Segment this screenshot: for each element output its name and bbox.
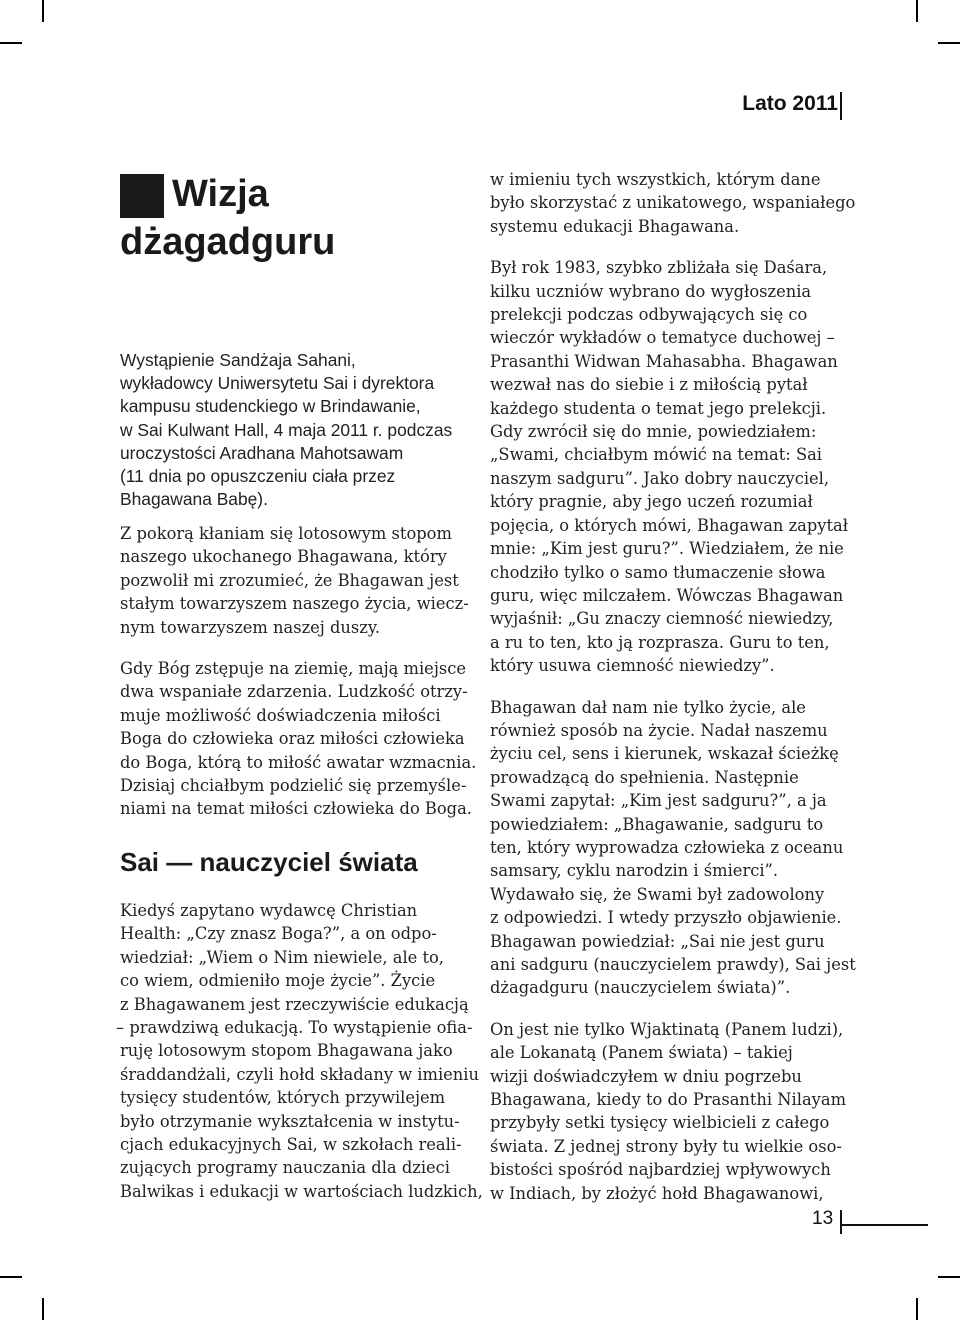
text-line: chodziło tylko o samo tłumaczenie słowa: [490, 562, 826, 582]
crop-mark: [916, 0, 918, 22]
text-line: przybyły setki tysięcy wielbicieli z całego: [490, 1113, 830, 1133]
left-column: [116, 522, 483, 1203]
paragraph: [116, 899, 483, 1203]
text-line: ani sadguru (nauczycielem prawdy), Sai jest: [490, 955, 856, 974]
text-line: a ru to ten, kto ją rozprasza. Guru to ten,: [490, 632, 830, 652]
text-line: systemu edukacji Bhagawana.: [490, 216, 740, 236]
text-line: kilku uczniów wybrano do wygłoszenia: [490, 281, 812, 301]
text-line: ale Lokanatą (Panem świata) – takiej: [490, 1043, 793, 1063]
text-line: wyjaśnił: „Gu znaczy ciemność niewiedzy,: [490, 609, 834, 629]
text-line: wezwał nas do siebie i z miłością pytał: [490, 375, 808, 395]
crop-mark: [0, 42, 22, 44]
crop-mark: [42, 1298, 44, 1320]
text-line: wizji doświadczyłem w dniu pogrzebu: [490, 1066, 802, 1086]
title-line-1: Wizja: [172, 173, 269, 215]
text-line: naszego ukochanego Bhagawana, który: [120, 547, 447, 567]
text-line: który usuwa ciemność niewiedzy”.: [490, 656, 775, 676]
text-line: Dzisiaj chciałbym podzielić się przemyśle-: [120, 776, 467, 796]
text-line: On jest nie tylko Wjaktinatą (Panem ludzi),: [490, 1019, 844, 1039]
intro-line: wykładowcy Uniwersytetu Sai i dyrektora: [120, 373, 435, 394]
paragraph: [120, 657, 480, 821]
text-line: śraddandżali, czyli hołd składany w imieniu: [120, 1064, 479, 1084]
text-line: Wydawało się, że Swami był zadowolony: [490, 884, 825, 904]
text-line: naszym sadguru”. Jako dobry nauczyciel,: [490, 468, 830, 488]
text-line: świata. Z jednej strony były tu wielkie oso-: [490, 1136, 842, 1156]
intro-line: Bhagawana Babę).: [120, 489, 268, 510]
text-line: pojęcia, o których mówi, Bhagawan zapytał: [490, 515, 848, 535]
text-line: Boga do człowieka oraz miłości człowieka: [120, 729, 465, 749]
footer-rule: [840, 1210, 842, 1234]
title-square-icon: [120, 174, 164, 218]
text-line: wieczór wykładów o tematyce duchowej –: [490, 328, 835, 348]
intro-lead: [120, 349, 480, 511]
crop-mark: [938, 42, 960, 44]
text-line: Balwikas i edukacji w wartościach ludzkich,: [120, 1181, 483, 1201]
right-column: [490, 168, 856, 1205]
text-line: Z pokorą kłaniam się lotosowym stopom: [120, 524, 452, 543]
text-line: było otrzymanie wykształcenia w instytu-: [120, 1111, 460, 1131]
text-line: „Swami, chciałbym mówić na temat: Sai: [490, 445, 823, 465]
paragraph: [490, 256, 850, 677]
paragraph: [490, 1018, 850, 1205]
text-line: tysięcy studentów, których przywilejem: [120, 1088, 446, 1108]
text-line: zujących programy nauczania dla dzieci: [120, 1158, 450, 1178]
crop-mark: [42, 0, 44, 22]
article-title: [120, 170, 460, 266]
intro-line: w Sai Kulwant Hall, 4 maja 2011 r. podczas: [120, 419, 453, 440]
section-heading: Sai — nauczyciel świata: [120, 846, 418, 877]
text-line: życiu cel, sens i kierunek, wskazał ścieżkę: [490, 744, 839, 764]
text-line: Swami zapytał: „Kim jest sadguru?”, a ja: [490, 791, 827, 811]
text-line: Gdy zwrócił się do mnie, powiedziałem:: [490, 422, 817, 442]
crop-mark: [0, 1276, 22, 1278]
text-line: mnie: „Kim jest guru?”. Wiedziałem, że nie: [490, 539, 844, 559]
text-line: dżagadguru (nauczycielem świata)”.: [490, 978, 791, 998]
text-line: niami na temat miłości człowieka do Boga.: [120, 799, 472, 819]
paragraph: [120, 522, 480, 639]
text-line: stałym towarzyszem naszego życia, wiecz-: [120, 594, 469, 614]
text-line: który pragnie, aby jego uczeń rozumiał: [490, 492, 813, 512]
text-line: Gdy Bóg zstępuje na ziemię, mają miejsce: [120, 659, 466, 679]
crop-mark: [916, 1298, 918, 1320]
text-line: Był rok 1983, szybko zbliżała się Daśara,: [490, 258, 828, 278]
intro-line: (11 dnia po opuszczeniu ciała przez: [120, 466, 396, 487]
text-line: Prasanthi Widwan Mahasabha. Bhagawan: [490, 351, 838, 371]
paragraph: [490, 168, 856, 238]
paragraph: [490, 696, 856, 1000]
text-line: nym towarzyszem naszej duszy.: [120, 617, 381, 637]
text-line: do Boga, którą to miłość awatar wzmacnia.: [120, 752, 477, 772]
text-line: guru, więc milczałem. Wówczas Bhagawan: [490, 585, 844, 605]
text-line: z odpowiedzi. I wtedy przyszło objawienie.: [490, 908, 842, 928]
intro-line: uroczystości Aradhana Mahotsawam: [120, 442, 404, 463]
text-line: cjach edukacyjnych Sai, w szkołach reali-: [120, 1134, 462, 1154]
text-line: wiedział: „Wiem o Nim niewiele, ale to,: [120, 947, 444, 967]
text-line: w imieniu tych wszystkich, którym dane: [490, 170, 821, 189]
text-line: prelekcji podczas odbywających się co: [490, 305, 808, 325]
text-line: Kiedyś zapytano wydawcę Christian: [120, 900, 418, 920]
text-line: muje możliwość doświadczenia miłości: [120, 705, 441, 725]
text-line: ten, który wyprowadza człowieka z oceanu: [490, 837, 844, 857]
text-line: również sposób na życie. Nadał naszemu: [490, 720, 828, 740]
title-line-2: dżagadguru: [120, 221, 336, 263]
intro-line: Wystąpienie Sandżaja Sahani,: [120, 350, 356, 370]
text-line: – prawdziwą edukacją. To wystąpienie ofia-: [116, 1017, 473, 1037]
crop-mark: [938, 1276, 960, 1278]
text-line: samsary, cyklu narodzin i śmierci”.: [490, 861, 779, 881]
text-line: powiedziałem: „Bhagawanie, sadguru to: [490, 814, 824, 834]
intro-line: kampusu studenckiego w Brindawanie,: [120, 396, 421, 417]
text-line: bistości spośród najbardziej wpływowych: [490, 1160, 831, 1180]
text-line: w Indiach, by złożyć hołd Bhagawanowi,: [490, 1183, 824, 1203]
text-line: dwa wspaniałe zdarzenia. Ludzkość otrzy-: [120, 682, 468, 702]
footer-rule: [842, 1224, 928, 1226]
text-line: co wiem, odmieniło moje życie”. Życie: [120, 971, 436, 991]
text-line: Bhagawana, kiedy to do Prasanthi Nilayam: [490, 1090, 847, 1110]
text-line: każdego studenta o temat jego prelekcji.: [490, 398, 827, 418]
issue-season: Lato 2011: [742, 92, 838, 115]
text-line: z Bhagawanem jest rzeczywiście edukacją: [120, 994, 469, 1014]
text-line: pozwolił mi zrozumieć, że Bhagawan jest: [120, 570, 459, 590]
text-line: prowadzącą do spełnienia. Następnie: [490, 767, 799, 787]
text-line: było skorzystać z unikatowego, wspaniałego: [490, 193, 856, 213]
header-rule: [840, 92, 842, 120]
text-line: Bhagawan dał nam nie tylko życie, ale: [490, 697, 806, 717]
text-line: Bhagawan powiedział: „Sai nie jest guru: [490, 931, 825, 951]
text-line: Health: „Czy znasz Boga?”, a on odpo-: [120, 924, 437, 944]
page-number: 13: [812, 1208, 834, 1229]
text-line: ruję lotosowym stopom Bhagawana jako: [120, 1041, 453, 1061]
